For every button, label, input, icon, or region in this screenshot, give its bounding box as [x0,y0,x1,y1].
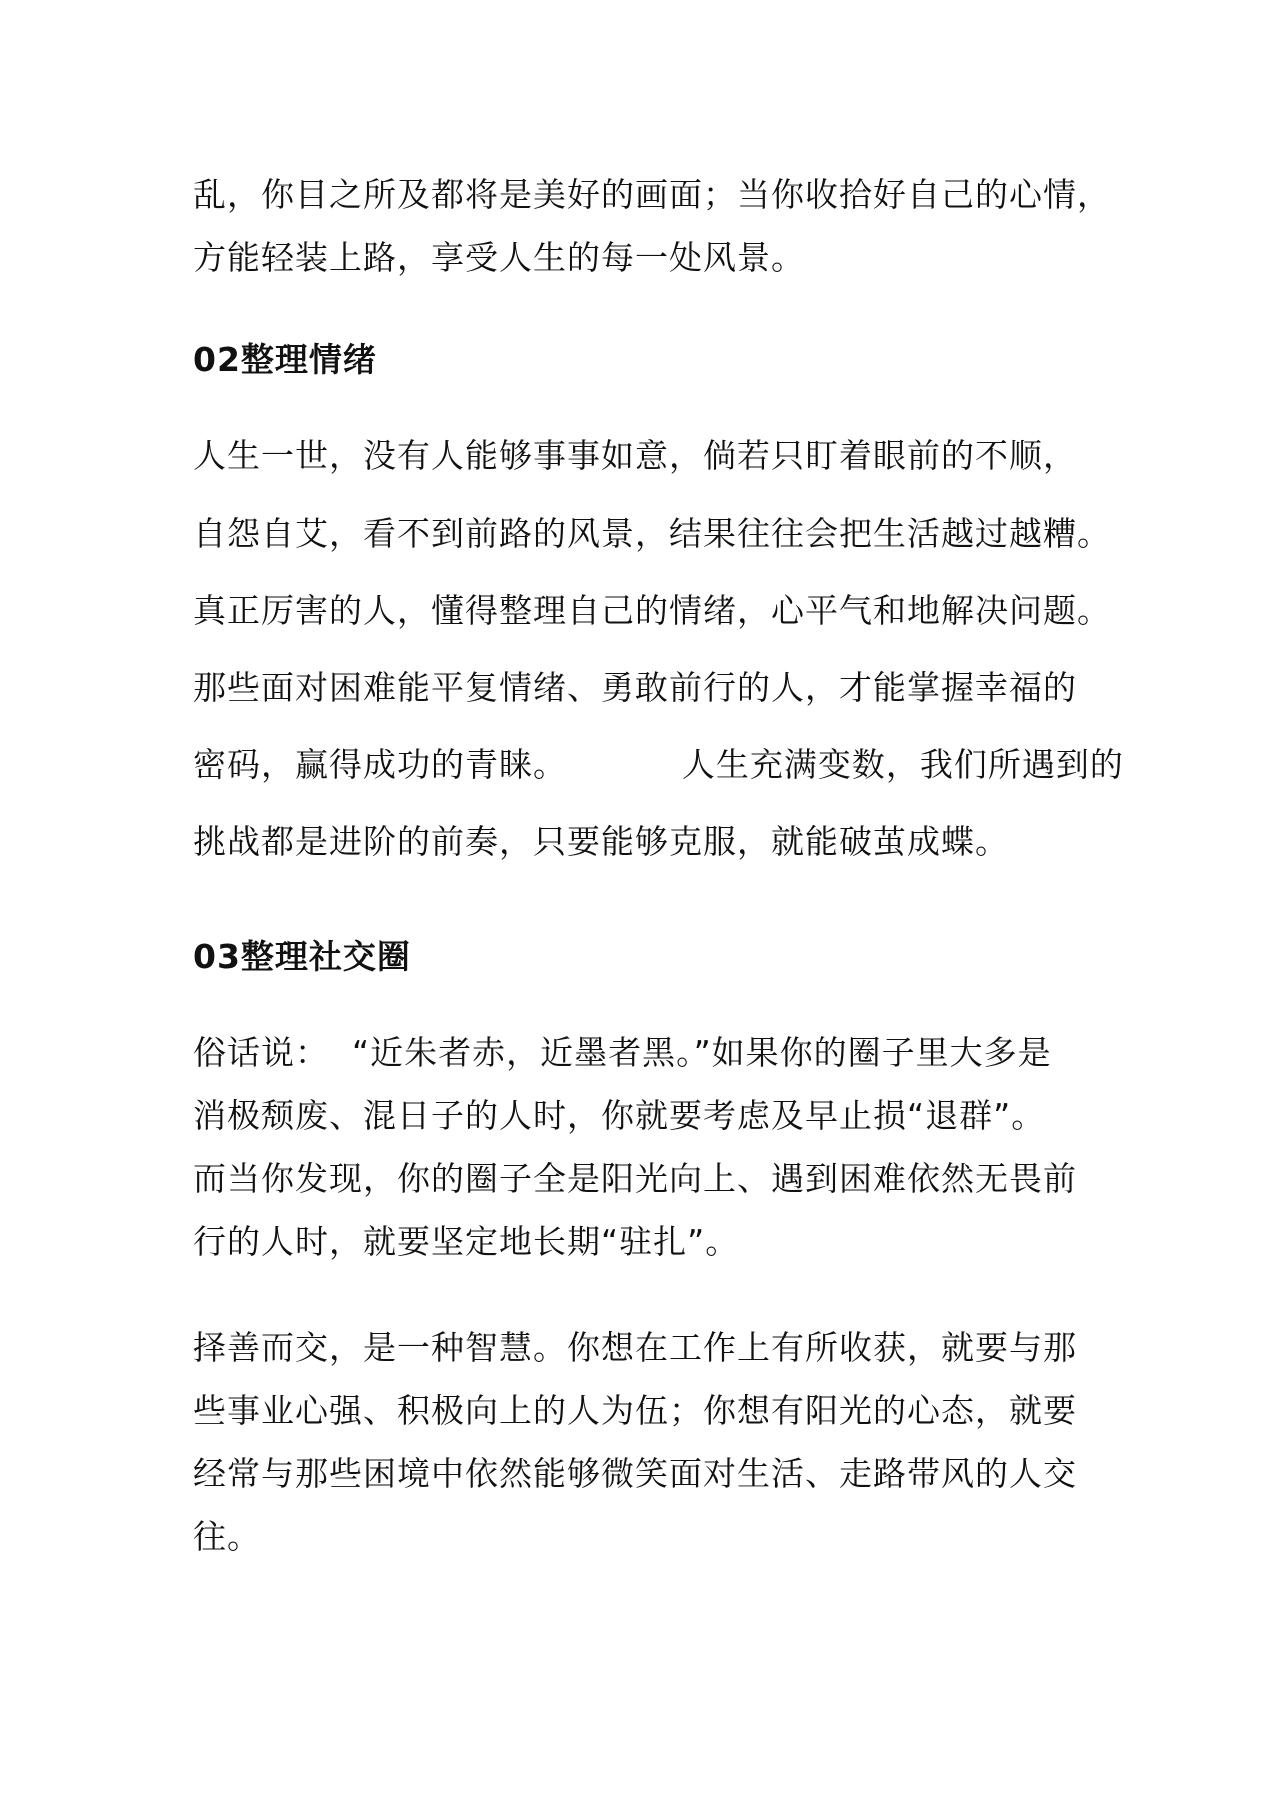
section2-line-4: 那些面对困难能平复情绪、勇敢前行的人，才能掌握幸福的 [193,668,1077,707]
section2-line-6: 挑战都是进阶的前奏，只要能够克服，就能破茧成蝶。 [193,822,1009,861]
section-heading-emotions: 02整理情绪 [193,340,377,379]
section2-line-5: 密码，赢得成功的青睐。 人生充满变数，我们所遇到的 [193,745,1124,784]
section2-line-2: 自怨自艾，看不到前路的风景，结果往往会把生活越过越糟。 [193,514,1111,553]
section3-p2-line-1: 择善而交，是一种智慧。你想在工作上有所收获，就要与那 [193,1328,1077,1367]
section3-p2-line-3: 经常与那些困境中依然能够微笑面对生活、走路带风的人交 [193,1454,1077,1493]
section3-p1-line-2: 消极颓废、混日子的人时，你就要考虑及早止损“退群”。 [193,1096,1046,1135]
section3-p1-line-1: 俗话说： “近朱者赤，近墨者黑。”如果你的圈子里大多是 [193,1033,1052,1072]
section3-p1-line-4: 行的人时，就要坚定地长期“驻扎”。 [193,1222,740,1261]
section2-line-1: 人生一世，没有人能够事事如意，倘若只盯着眼前的不顺， [193,436,1077,475]
section-heading-social-circle: 03整理社交圈 [193,937,411,976]
intro-line-1: 乱，你目之所及都将是美好的画面；当你收拾好自己的心情， [193,175,1111,214]
section3-p2-line-2: 些事业心强、积极向上的人为伍；你想有阳光的心态，就要 [193,1391,1077,1430]
intro-line-2: 方能轻装上路，享受人生的每一处风景。 [193,238,805,277]
section3-p1-line-3: 而当你发现，你的圈子全是阳光向上、遇到困难依然无畏前 [193,1159,1077,1198]
section2-line-3: 真正厉害的人，懂得整理自己的情绪，心平气和地解决问题。 [193,591,1111,630]
section3-p2-line-4: 往。 [193,1517,261,1556]
